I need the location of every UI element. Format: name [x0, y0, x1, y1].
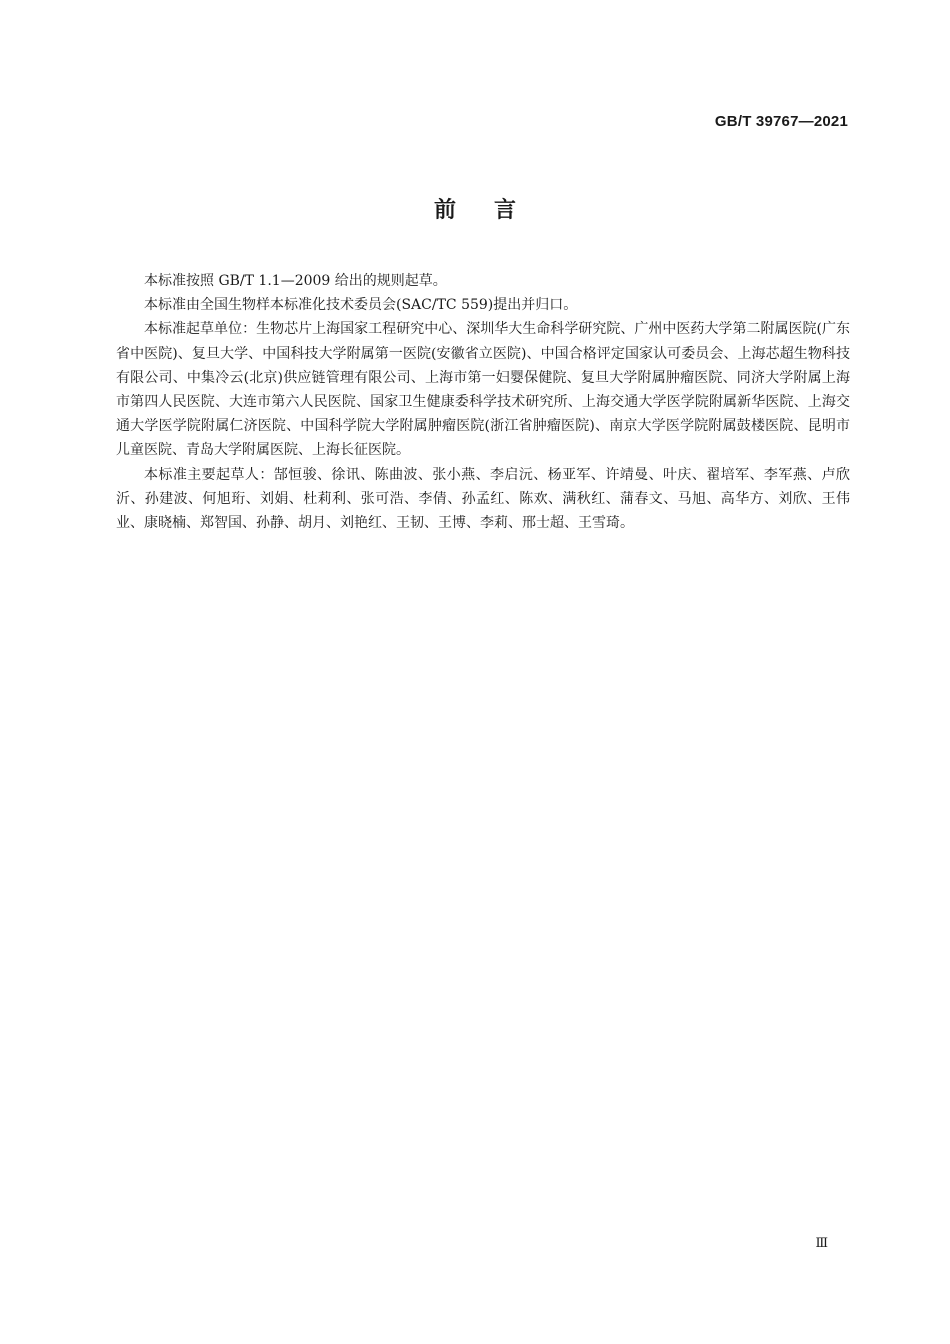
paragraph-drafting-units: 本标准起草单位：生物芯片上海国家工程研究中心、深圳华大生命科学研究院、广州中医药大学第二附属医院(广东省中医院)、复旦大学、中国科技大学附属第一医院(安徽省立医院)、中国合格评定国家认可委员会、上海芯超生物科技有限公司、中集冷云(北京)供应链管理有限公司、上海市第一妇婴保健院、复旦大学附属肿瘤医院、同济大学附属上海市第四人民医院、大连市第六人民医院、国家卫生健康委科学技术研究所、上海交通大学医学院附属新华医院、上海交通大学医学院附属仁济医院、中国科学院大学附属肿瘤医院(浙江省肿瘤医院)、南京大学医学院附属鼓楼医院、昆明市儿童医院、青岛大学附属医院、上海长征医院。 [116, 321, 850, 459]
page-title: 前言 [433, 198, 554, 223]
standard-number: GB/T 39767—2021 [714, 113, 848, 130]
paragraph-proposer: 本标准由全国生物样本标准化技术委员会(SAC/TC 559)提出并归口。 [144, 297, 578, 314]
foreword-body [116, 269, 850, 535]
paragraph-drafters: 本标准主要起草人：郜恒骏、徐讯、陈曲波、张小燕、李启沅、杨亚军、许靖曼、叶庆、翟培军、李军燕、卢欣沂、孙建波、何旭珩、刘娟、杜莉利、张可浩、李倩、孙孟红、陈欢、满秋红、蒲春文、马旭、高华方、刘欣、王伟业、康晓楠、郑智国、孙静、胡月、刘艳红、王韧、王博、李莉、邢士超、王雪琦。 [116, 466, 850, 532]
paragraph-drafting-rules: 本标准按照 GB/T 1.1—2009 给出的规则起草。 [144, 273, 447, 289]
page-number: Ⅲ [815, 1236, 828, 1251]
